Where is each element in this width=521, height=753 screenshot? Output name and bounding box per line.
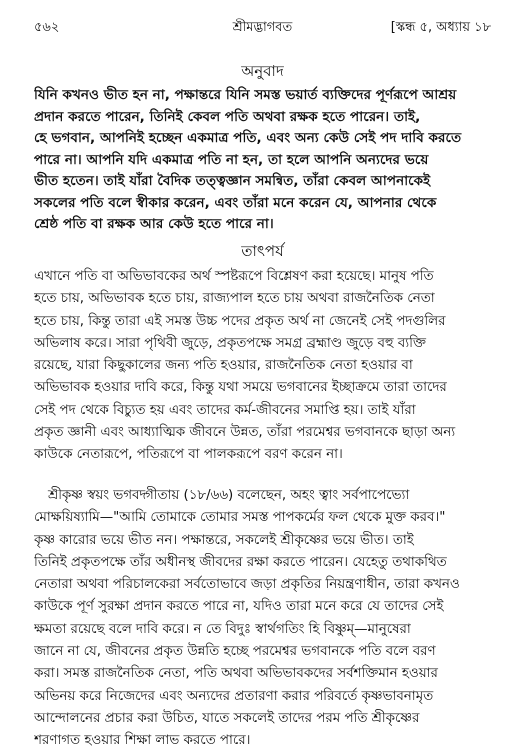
purport-line: রয়েছে, যারা কিছুকালের জন্য পতি হওয়ার, রাজনৈতিক নেতা হওয়ার বা xyxy=(34,358,413,374)
page-header xyxy=(34,18,491,38)
translation-line: শ্রেষ্ঠ পতি বা রক্ষক আর কেউ হতে পারে না। xyxy=(34,216,274,232)
translation-heading: অনুবাদ xyxy=(241,62,284,80)
translation-line: পারে না। আপনি যদি একমাত্র পতি না হন, তা হলে আপনি অন্যদের ভয়ে xyxy=(34,151,429,168)
purport-line: হতে চায়, অভিভাবক হতে চায়, রাজ্যপাল হতে চায় অথবা রাজনৈতিক নেতা xyxy=(34,291,435,307)
page-number: ৫৬২ xyxy=(34,20,60,35)
purport-line: শরণাগত হওয়ার শিক্ষা লাভ করতে পারে। xyxy=(34,733,251,749)
purport-line: এখানে পতি বা অভিভাবকের অর্থ স্পষ্টরূপে বিশ্লেষণ করা হয়েছে। মানুষ পতি xyxy=(34,269,434,284)
purport-line: তিনিই প্রকৃতপক্ষে তাঁর অধীনস্থ জীবদের রক্ষা করতে পারেন। যেহেতু তথাকথিত xyxy=(34,554,447,570)
purport-line: অভিভাবক হওয়ার দাবি করে, কিন্তু যথা সময়ে ভগবানের ইচ্ছাক্রমে তারা তাদের xyxy=(34,380,447,396)
book-title: শ্রীমদ্ভাগবত xyxy=(232,20,293,35)
purport-line: আন্দোলনের প্রচার করা উচিত, যাতে সকলেই তাদের পরম পতি শ্রীকৃষ্ণের xyxy=(34,710,420,726)
translation-line: সকলের পতি বলে স্বীকার করেন, এবং তাঁরা মনে করেন যে, আপনার থেকে xyxy=(34,194,437,211)
purport-paragraph-2 xyxy=(34,485,491,753)
purport-line: প্রকৃত জ্ঞানী এবং আধ্যাত্মিক জীবনে উন্নত, তাঁরা পরমেশ্বর ভগবানকে ছাড়া অন্য xyxy=(34,425,456,441)
translation-text xyxy=(34,85,491,236)
purport-line: সেই পদ থেকে বিচ্যুত হয় এবং তাদের কর্ম-জীবনের সমাপ্তি হয়। তাই যাঁরা xyxy=(34,402,416,418)
purport-line: করা। সমস্ত রাজনৈতিক নেতা, পতি অথবা অভিভাবকদের সর্বশক্তিমান হওয়ার xyxy=(34,666,438,682)
purport-paragraph-1 xyxy=(34,266,491,467)
translation-line: যিনি কখনও ভীত হন না, পক্ষান্তরে যিনি সমস্ত ভয়ার্ত ব্যক্তিদের পূর্ণরূপে আশ্রয় xyxy=(34,87,457,103)
purport-line: জানে না যে, জীবনের প্রকৃত উন্নতি হচ্ছে পরমেশ্বর ভগবানকে পতি বলে বরণ xyxy=(34,644,436,660)
purport-line: কাউকে পূর্ণ সুরক্ষা প্রদান করতে পারে না, যদিও তারা মনে করে যে তাদের সেই xyxy=(34,599,444,615)
translation-line: হে ভগবান, আপনিই হচ্ছেন একমাত্র পতি, এবং অন্য কেউ সেই পদ দাবি করতে xyxy=(34,130,462,146)
chapter-reference: [স্কন্ধ ৫, অধ্যায় ১৮ xyxy=(390,20,491,35)
purport-line: অভিনয় করে নিজেদের এবং অন্যদের প্রতারণা করার পরিবর্তে কৃষ্ণভাবনামৃত xyxy=(34,688,434,704)
purport-line: হতে চায়, কিন্তু তারা এই সমস্ত উচ্চ পদের প্রকৃত অর্থ না জেনেই সেই পদগুলির xyxy=(34,313,446,329)
purport-line: শ্রীকৃষ্ণ স্বয়ং ভগবদ্গীতায় (১৮/৬৬) বলেছেন, অহং ত্বাং সর্বপাপেভ্যো xyxy=(48,488,410,503)
purport-line: মোক্ষয়িষ্যামি—"আমি তোমাকে তোমার সমস্ত পাপকর্মের ফল থেকে মুক্ত করব।" xyxy=(34,510,446,526)
translation-line: প্রদান করতে পারেন, তিনিই কেবল পতি অথবা রক্ষক হতে পারেন। তাই, xyxy=(34,108,421,125)
purport-line: অভিলাষ করে। সারা পৃথিবী জুড়ে, প্রকৃতপক্ষে সমগ্র ব্রহ্মাণ্ড জুড়ে বহু ব্যক্তি xyxy=(34,335,426,351)
purport-line: নেতারা অথবা পরিচালকেরা সর্বতোভাবে জড়া প্রকৃতির নিয়ন্ত্রণাধীন, তারা কখনও xyxy=(34,577,460,593)
purport-line: কৃষ্ণ কারোর ভয়ে ভীত নন। পক্ষান্তরে, সকলেই শ্রীকৃষ্ণের ভয়ে ভীত। তাই xyxy=(34,532,414,548)
purport-line: কাউকে নেতারূপে, পতিরূপে বা পালকরূপে বরণ করেন না। xyxy=(34,447,343,463)
purport-line: ক্ষমতা রয়েছে বলে দাবি করে। ন তে বিদুঃ স্বার্থগতিং হি বিষ্ণুম্—মানুষেরা xyxy=(34,621,411,637)
translation-line: ভীত হতেন। তাই যাঁরা বৈদিক তত্ত্বজ্ঞান সমন্বিত, তাঁরা কেবল আপনাকেই xyxy=(34,173,431,189)
purport-heading: তাৎপর্য xyxy=(241,242,284,260)
